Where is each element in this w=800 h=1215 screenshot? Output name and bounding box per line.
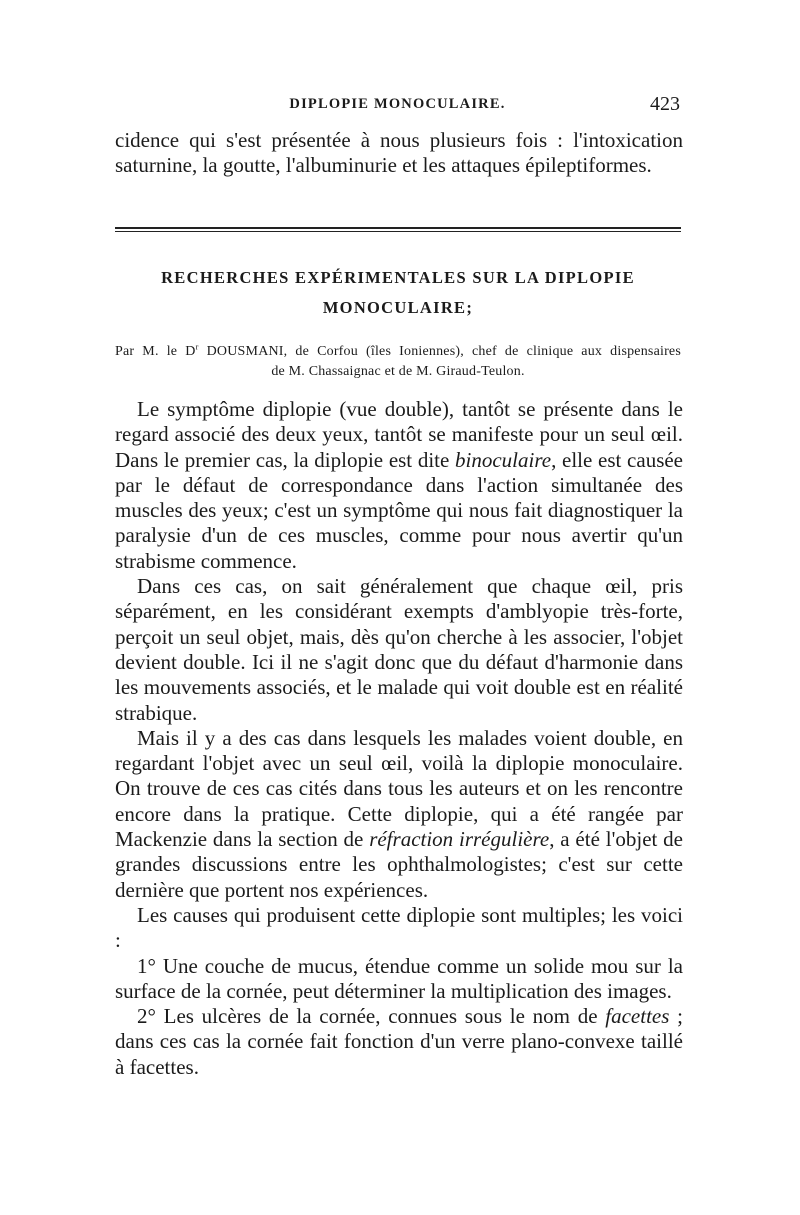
paragraph-6-text-a: 2° Les ulcères de la cornée, connues sous le nom de — [137, 1004, 606, 1029]
continuation-block — [115, 128, 683, 179]
paragraph-6-emphasis: facettes — [605, 1004, 670, 1029]
paragraph-1-text-b: , elle est causée par le défaut de correspondance dans l'action simultanée des muscles des yeux; c'est un symptôme qui nous fait diagnostiquer la paralysie d'un de ces muscles, comme pour nous avertir qu'un strabisme commence. — [115, 447, 684, 573]
section-divider — [115, 227, 681, 232]
article-title — [115, 263, 681, 323]
byline-sup: r — [195, 342, 199, 352]
article-title-line-2: MONOCULAIRE; — [322, 298, 474, 317]
article-body — [115, 397, 683, 1080]
paragraph-2: Dans ces cas, on sait généralement que chaque œil, pris séparément, en les considérant exempts d'amblyopie très-forte, perçoit un seul objet, mais, dès qu'on cherche à les associer, l'objet devient double. Ici il ne s'agit donc que du défaut d'harmonie dans les mouvements associés, et le malade qui voit double est en réalité strabique. — [115, 574, 683, 725]
byline-line-2: de M. Chassaignac et de M. Giraud-Teulon. — [271, 364, 525, 379]
paragraph-3-emphasis: réfraction irrégulière — [369, 827, 550, 852]
byline-line-1 — [115, 342, 681, 362]
paragraph-3 — [115, 726, 683, 903]
paragraph-1-emphasis: binoculaire — [455, 447, 552, 472]
paragraph-1 — [115, 397, 683, 574]
paragraph-6 — [115, 1004, 683, 1080]
paragraph-5: 1° Une couche de mucus, étendue comme un solide mou sur la surface de la cornée, peut déterminer la multiplication des images. — [115, 953, 683, 1003]
paragraph-3-text-b: , a été l'objet de grandes discussions entre les ophthalmologistes; c'est sur cette dernière que portent nos expériences. — [115, 827, 683, 902]
byline — [115, 342, 681, 382]
continuation-paragraph: cidence qui s'est présentée à nous plusieurs fois : l'intoxication saturnine, la goutte, l'albuminurie et les attaques épileptiformes. — [115, 128, 683, 178]
page-number: 423 — [650, 93, 680, 115]
paragraph-1-text-a: Le symptôme diplopie (vue double), tantôt se présente dans le regard associé des deux yeux, tantôt se manifeste pour un seul œil. Dans le premier cas, la diplopie est dite — [115, 397, 683, 472]
paragraph-6-text-b: ; dans ces cas la cornée fait fonction d'un verre plano-convexe taillé à facettes. — [115, 1004, 683, 1079]
byline-rest: DOUSMANI, de Corfou (îles Ioniennes), chef de clinique aux dispensaires — [198, 344, 681, 359]
paragraph-4: Les causes qui produisent cette diplopie sont multiples; les voici : — [115, 902, 683, 953]
paragraph-3-text-a: Mais il y a des cas dans lesquels les malades voient double, en regardant l'objet avec un seul œil, voilà la diplopie monoculaire. On trouve de ces cas cités dans tous les auteurs et on les rencontre encore dans la pratique. Cette diplopie, qui a été rangée par Mackenzie dans la section de — [115, 725, 683, 852]
running-head-title: DIPLOPIE MONOCULAIRE. — [289, 96, 506, 112]
running-head — [115, 93, 680, 122]
byline-prefix: Par M. le D — [115, 344, 196, 359]
article-title-line-1: RECHERCHES EXPÉRIMENTALES SUR LA DIPLOPIE — [161, 268, 635, 287]
